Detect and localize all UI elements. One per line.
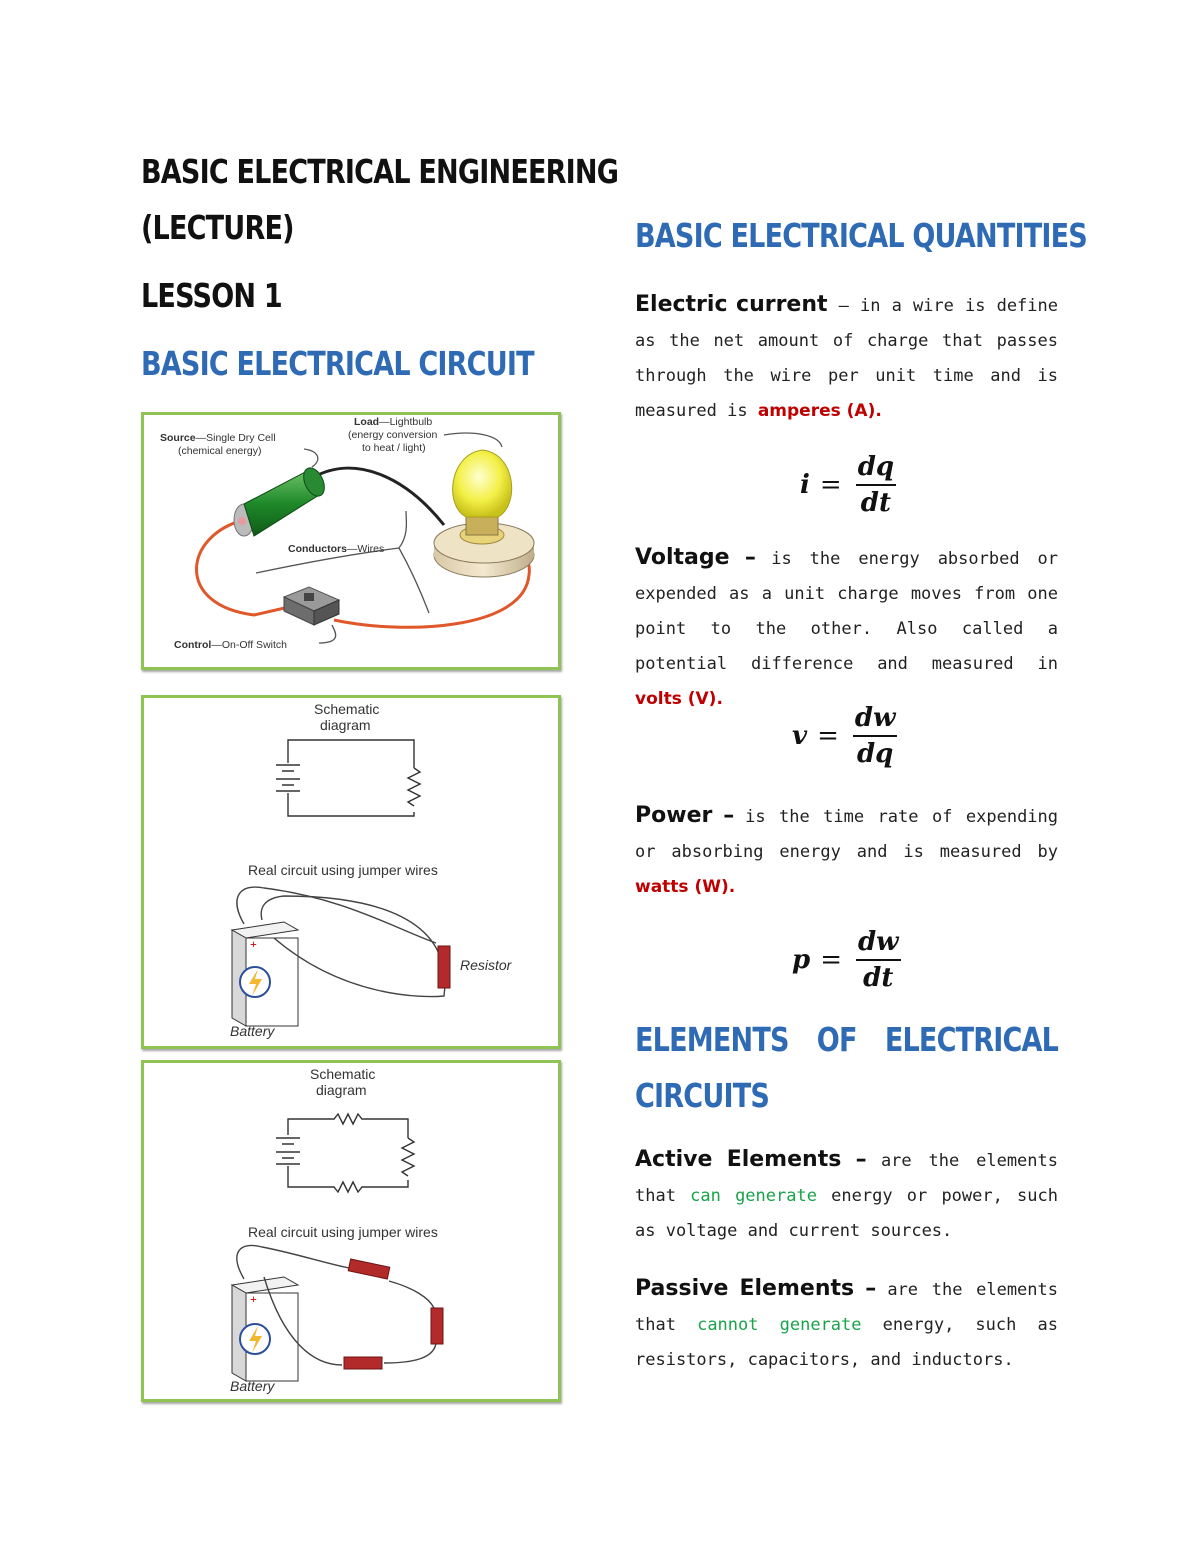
unit-amperes: amperes (A). — [757, 401, 882, 421]
battery-label: Battery — [230, 1023, 275, 1039]
paragraph-passive-elements: Passive Elements – are the elements that cannot generate energy, such as resistors, capacitors, and inductors. — [635, 1276, 1058, 1370]
schematic-title-line1: Schematic — [314, 701, 380, 717]
schematic-single-illustration — [144, 698, 558, 1046]
course-title-line2: (LECTURE) — [141, 208, 294, 247]
highlight-cannot-generate: cannot generate — [697, 1315, 862, 1335]
resistor3b-icon — [431, 1308, 443, 1344]
schematic3-title-line1: Schematic — [310, 1066, 376, 1082]
svg-text:+: + — [250, 1292, 257, 1306]
label-conductors: Conductors—Wires — [288, 543, 385, 555]
battery3-icon — [232, 1277, 298, 1381]
term-electric-current: Electric current — [635, 292, 828, 317]
resistor3c-icon — [344, 1357, 382, 1369]
schematic-series-illustration — [144, 1063, 558, 1399]
figure-schematic-series — [141, 1060, 561, 1402]
formula-current: i = $\frac{dq}{dt}$ — [800, 452, 895, 518]
figure-basic-circuit — [141, 412, 561, 670]
real-circuit-label: Real circuit using jumper wires — [248, 862, 438, 878]
real-circuit3-label: Real circuit using jumper wires — [248, 1224, 438, 1240]
schematic3-circuit — [276, 1114, 414, 1192]
unit-watts: watts (W). — [635, 877, 736, 897]
formula-power: p = $\frac{dw}{dt}$ — [792, 927, 899, 993]
label-source-sub: (chemical energy) — [178, 445, 262, 457]
course-title-line1: BASIC ELECTRICAL ENGINEERING — [141, 152, 619, 191]
schematic-title-line2: diagram — [320, 717, 371, 733]
resistor3a-icon — [348, 1259, 390, 1279]
section-heading-circuit: BASIC ELECTRICAL CIRCUIT — [141, 344, 534, 383]
paragraph-active-elements: Active Elements – are the elements that can generate energy or power, such as voltage and current sources. — [635, 1147, 1058, 1241]
paragraph-voltage: Voltage – is the energy absorbed or expended as a unit charge moves from one point to the other. Also called a potential difference and measured in volts (V). — [635, 545, 1058, 709]
label-load: Load—Lightbulb — [354, 416, 433, 428]
section-heading-elements: ELEMENTS OF ELECTRICAL CIRCUITS — [635, 1020, 1059, 1115]
term-passive-elements: Passive Elements — [635, 1276, 855, 1301]
term-voltage: Voltage — [635, 545, 730, 570]
term-active-elements: Active Elements — [635, 1147, 842, 1172]
label-source: Source—Single Dry Cell — [160, 432, 276, 444]
figure-schematic-single — [141, 695, 561, 1049]
course-title — [141, 144, 618, 256]
battery-icon — [232, 922, 298, 1026]
battery3-label: Battery — [230, 1378, 275, 1394]
formula-voltage: v = $\frac{dw}{dq}$ — [792, 703, 896, 769]
label-load-sub2: to heat / light) — [362, 442, 426, 454]
schematic3-title-line2: diagram — [316, 1082, 367, 1098]
highlight-can-generate: can generate — [690, 1186, 817, 1206]
basic-circuit-illustration — [144, 415, 558, 667]
paragraph-power: Power – is the time rate of expending or absorbing energy and is measured by watts (W). — [635, 803, 1059, 897]
wire-black — [314, 468, 444, 525]
lightbulb-icon — [434, 450, 534, 577]
resistor-label: Resistor — [460, 957, 512, 973]
paragraph-electric-current: Electric current – in a wire is define as the net amount of charge that passes through the wire per unit time and is measured is amperes (A). — [635, 292, 1059, 421]
term-power: Power — [635, 803, 713, 828]
switch-icon — [284, 587, 339, 625]
label-load-sub1: (energy conversion — [348, 429, 438, 441]
lesson-label: LESSON 1 — [141, 276, 282, 315]
section-heading-quantities: BASIC ELECTRICAL QUANTITIES — [635, 216, 1087, 255]
schematic-circuit — [276, 740, 420, 816]
svg-text:+: + — [250, 937, 257, 951]
unit-volts: volts (V). — [635, 689, 723, 709]
dry-cell-icon — [234, 465, 328, 536]
resistor-icon — [438, 946, 450, 988]
label-control: Control—On-Off Switch — [174, 639, 287, 651]
